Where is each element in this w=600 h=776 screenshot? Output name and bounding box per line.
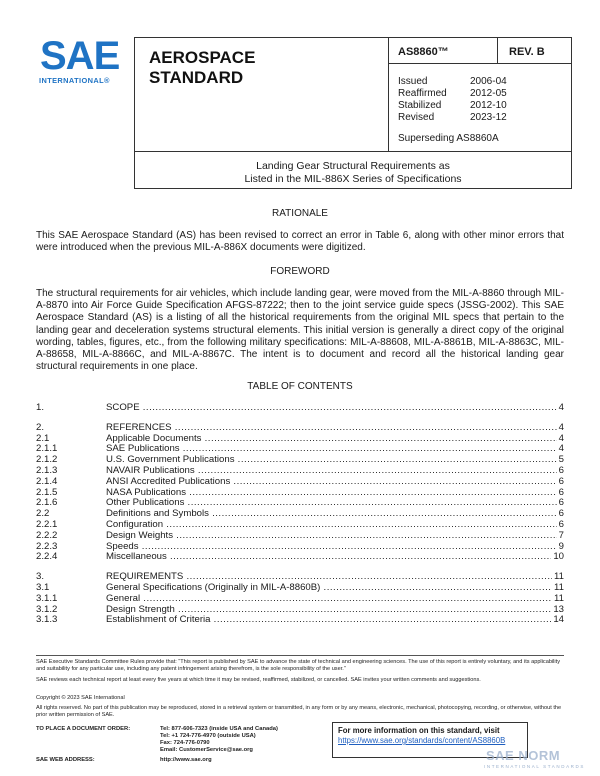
rationale-heading: RATIONALE: [272, 208, 328, 219]
toc-entry-title: Miscellaneous .....: [106, 552, 551, 563]
toc-entry[interactable]: [36, 509, 564, 520]
email-address[interactable]: Email: CustomerService@sae.org: [160, 747, 253, 753]
toc-entry[interactable]: [36, 498, 564, 509]
toc-entry[interactable]: [36, 615, 564, 626]
header-box: [134, 37, 572, 189]
fax-number: Fax: 724-776-0790: [160, 740, 210, 746]
date-value: 2023-12: [470, 112, 507, 123]
date-label: Revised: [398, 112, 435, 123]
rights-text: All rights reserved. No part of this publication may be reproduced, stored in a retrieval system or transmitted, in any form or by any means, electronic, mechanical, photocopying, recording, or otherwise, without the prior written permission of SAE.: [36, 705, 562, 718]
superseding-note: Superseding AS8860A: [398, 133, 499, 144]
review-text: SAE reviews each technical report at least every five years at which time it may be revised, reaffirmed, stabilized, or cancelled. SAE invites your written comments and suggestions.: [36, 677, 481, 683]
toc-entry-title: General Specifications (Originally in MIL-A-8860B) .....: [106, 583, 552, 594]
date-label: Stabilized: [398, 100, 442, 111]
toc-entry-title: Other Publications .....: [106, 498, 557, 509]
tel-outside-usa: Tel: +1 724-776-4970 (outside USA): [160, 733, 256, 739]
toc-entry-page: 11: [554, 571, 564, 583]
date-row: [398, 112, 507, 124]
document-type-title: [149, 48, 255, 88]
date-row: [398, 100, 507, 112]
toc-entry-number: 2.2.3: [36, 540, 58, 552]
toc-entry-title: NASA Publications .....: [106, 488, 557, 499]
footer-rule: [36, 655, 564, 656]
standard-link[interactable]: https://www.sae.org/standards/content/AS8860B: [338, 736, 506, 745]
sae-logo: [38, 36, 126, 86]
order-label: TO PLACE A DOCUMENT ORDER:: [36, 726, 131, 732]
toc-entry-number: 2.1.5: [36, 486, 58, 498]
toc-entry-number: 2.1.1: [36, 443, 58, 455]
toc-entry-page: 4: [558, 432, 564, 444]
toc-entry-page: 13: [553, 603, 564, 615]
watermark-logo: SAE NORM: [486, 748, 561, 763]
document-subject: [135, 160, 571, 186]
toc-entry-number: 2.2.4: [36, 551, 58, 563]
toc-entry[interactable]: [36, 552, 564, 563]
toc-entry-number: 3.1.1: [36, 592, 58, 604]
toc-entry-page: 11: [554, 581, 564, 593]
toc-entry-number: 2.1.2: [36, 454, 58, 466]
toc-entry-title: REQUIREMENTS .....: [106, 572, 552, 583]
toc-entry-title: Design Strength .....: [106, 605, 551, 616]
date-list: [398, 76, 507, 124]
toc-entry-number: 2.2: [36, 508, 50, 520]
date-label: Issued: [398, 76, 428, 87]
toc-entry[interactable]: [36, 520, 564, 531]
date-row: [398, 88, 507, 100]
logo-sub-text: INTERNATIONAL®: [39, 76, 110, 85]
toc-entry-page: 6: [558, 518, 564, 530]
revision-label: REV. B: [509, 46, 545, 58]
toc-entry-page: 6: [558, 486, 564, 498]
header-divider: [388, 38, 389, 151]
document-number: AS8860™: [398, 46, 449, 58]
toc-entry-page: 6: [558, 464, 564, 476]
toc-entry[interactable]: [36, 542, 564, 553]
web-address-link[interactable]: http://www.sae.org: [160, 757, 212, 763]
toc-entry-page: 4: [558, 402, 564, 413]
tel-inside-usa: Tel: 877-606-7323 (inside USA and Canada): [160, 726, 278, 732]
toc-entry-number: 2.1: [36, 432, 50, 444]
subject-line-2: Listed in the MIL-886X Series of Specifications: [244, 173, 462, 185]
toc-spacer: [36, 414, 564, 423]
toc-entry-page: 11: [554, 592, 564, 604]
date-value: 2006-04: [470, 76, 507, 87]
toc-entry[interactable]: [36, 572, 564, 583]
title-line-1: AEROSPACE: [149, 48, 256, 67]
toc-entry[interactable]: [36, 583, 564, 594]
date-value: 2012-10: [470, 100, 507, 111]
toc-spacer: [36, 563, 564, 572]
toc-entry[interactable]: [36, 488, 564, 499]
copyright-text: Copyright © 2023 SAE International: [36, 695, 125, 701]
rationale-text: This SAE Aerospace Standard (AS) has been revised to correct an error in Table 6, along with other minor errors that were introduced when the previous MIL-A-886X documents were digitized.: [36, 230, 564, 254]
toc-entry[interactable]: [36, 423, 564, 434]
toc-entry[interactable]: [36, 466, 564, 477]
toc-entry-title: U.S. Government Publications .....: [106, 455, 557, 466]
date-label: Reaffirmed: [398, 88, 447, 99]
toc-entry-number: 1.: [36, 402, 45, 413]
toc-entry-number: 2.2.2: [36, 529, 58, 541]
title-line-2: STANDARD: [149, 68, 244, 87]
toc-entry-number: 3.1.3: [36, 614, 58, 626]
toc-entry-title: SAE Publications .....: [106, 444, 557, 455]
toc-entry-page: 6: [558, 497, 564, 509]
toc-entry-page: 6: [558, 475, 564, 487]
toc-entry[interactable]: [36, 403, 564, 414]
toc-entry[interactable]: [36, 531, 564, 542]
toc-entry-title: General .....: [106, 594, 552, 605]
toc-entry[interactable]: [36, 434, 564, 445]
toc-entry[interactable]: [36, 444, 564, 455]
foreword-heading: FOREWORD: [270, 266, 330, 277]
header-divider: [388, 63, 572, 64]
toc-entry-number: 2.1.3: [36, 464, 58, 476]
web-label: SAE WEB ADDRESS:: [36, 757, 95, 763]
toc-heading: TABLE OF CONTENTS: [247, 381, 353, 392]
toc-entry-title: NAVAIR Publications .....: [106, 466, 557, 477]
toc-entry-number: 3.1: [36, 581, 50, 593]
toc-entry-title: Configuration .....: [106, 520, 557, 531]
subject-line-1: Landing Gear Structural Requirements as: [256, 160, 450, 172]
date-value: 2012-05: [470, 88, 507, 99]
watermark-sub-text: INTERNATIONAL STANDARDS: [484, 764, 585, 769]
toc-entry-number: 2.1.6: [36, 497, 58, 509]
toc-entry-page: 7: [558, 529, 564, 541]
toc-entry-page: 10: [553, 551, 564, 563]
toc-entry[interactable]: [36, 477, 564, 488]
toc-entry-title: Definitions and Symbols .....: [106, 509, 557, 520]
toc-entry-number: 2.: [36, 421, 45, 433]
toc-entry-number: 3.1.2: [36, 603, 58, 615]
toc-entry-page: 14: [553, 614, 564, 626]
committee-rules-text: SAE Executive Standards Committee Rules provide that: “This report is published by SAE to advance the state of technical and engineering sciences. The use of this report is entirely voluntary, and its applicability and suitability for any particular use, including any patent infringement arising therefrom, is the sole responsibility of the user.”: [36, 659, 561, 672]
foreword-text: The structural requirements for air vehicles, which include landing gear, were moved from the MIL-A-8860 through MIL-A-8870 into Air Force Guide Specification AFGS-87222; then to the joint service guide specs (JSSG-2002). This SAE Aerospace Standard (AS) is a listing of all the historical requirements from the original MIL specs that pertain to the landing gear and deceleration systems structural elements. This initial version is generally a direct copy of the original wording, tables, figures, etc., from the following military specifications: MIL-A-88608, MIL-A-8861B, MIL-A-8863C, MIL-A-88658, MIL-A-8866C, and MIL-A-8867C. The intent is to document and record all the historical landing gear structural requirements in one place.: [36, 288, 564, 373]
toc-entry-title: ANSI Accredited Publications .....: [106, 477, 557, 488]
toc-entry-page: 4: [558, 443, 564, 455]
toc-entry-page: 5: [558, 454, 564, 466]
toc-entry-title: Establishment of Criteria .....: [106, 615, 551, 626]
table-of-contents: [36, 403, 564, 626]
toc-entry-page: 4: [558, 421, 564, 433]
toc-entry-title: Speeds .....: [106, 542, 557, 553]
toc-entry-number: 3.: [36, 571, 45, 583]
toc-entry[interactable]: [36, 594, 564, 605]
toc-entry[interactable]: [36, 605, 564, 616]
toc-entry[interactable]: [36, 455, 564, 466]
toc-entry-title: Design Weights .....: [106, 531, 557, 542]
header-divider: [497, 38, 498, 63]
toc-entry-number: 2.2.1: [36, 518, 58, 530]
header-divider: [135, 151, 571, 152]
date-row: [398, 76, 507, 88]
toc-entry-number: 2.1.4: [36, 475, 58, 487]
toc-entry-page: 9: [558, 540, 564, 552]
toc-entry-page: 6: [558, 508, 564, 520]
more-info-title: For more information on this standard, visit: [338, 726, 500, 735]
toc-entry-title: Applicable Documents .....: [106, 434, 557, 445]
toc-entry-title: SCOPE .....: [106, 403, 557, 414]
logo-main-text: SAE: [40, 34, 120, 78]
toc-entry-title: REFERENCES .....: [106, 423, 557, 434]
